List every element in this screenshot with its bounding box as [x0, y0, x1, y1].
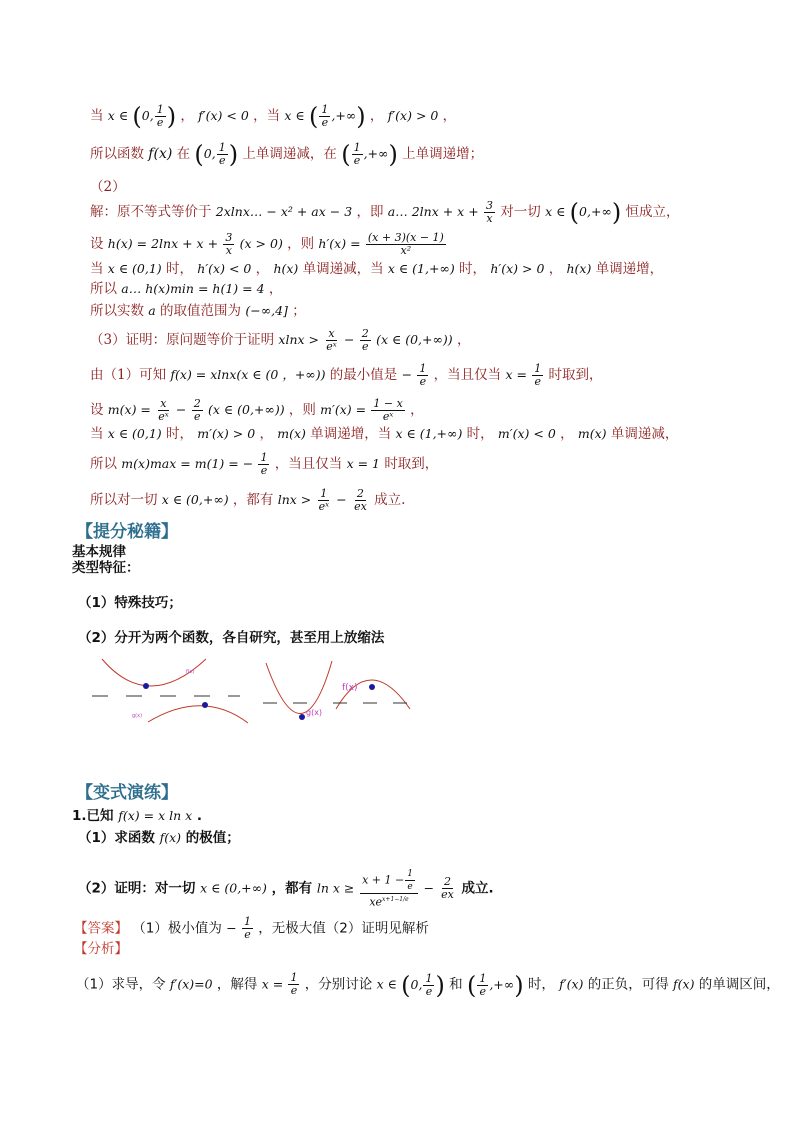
text: ， — [560, 426, 574, 442]
text: 时取到， — [384, 456, 439, 472]
fraction-den: e — [218, 154, 226, 167]
text: （1）极小值为 — [132, 920, 222, 937]
text: 由（1）可知 — [90, 367, 167, 383]
text: 设 — [90, 402, 104, 418]
fraction-den: x — [225, 244, 232, 257]
fraction-den: e — [353, 154, 361, 167]
math: − — [175, 402, 187, 417]
text: 时， — [165, 261, 193, 277]
fraction-den: x — [486, 212, 493, 225]
math: h′(x) = — [318, 236, 361, 251]
math: ,+∞ — [363, 146, 389, 161]
fraction-den: e — [362, 340, 369, 353]
math: xlnx > — [278, 332, 319, 347]
min-point-right — [299, 714, 305, 720]
text: 在 — [176, 146, 191, 162]
text: 上单调递减，在 — [242, 146, 337, 162]
label-fx-small: f(x) — [186, 669, 195, 675]
math: h′(x) < 0 — [197, 261, 252, 276]
math: x ∈ (0,+∞) — [161, 492, 229, 507]
text-line-1: 当 x ∈ (0, $\frac{1}{e}$ ) ， f′(x) < 0 ，当 x ∈ ( $\frac{1}{e}$ ,+∞) ， f′(x) > 0 ， — [90, 102, 457, 131]
text: ， — [410, 402, 424, 418]
subheading-feature: 类型特征： — [72, 560, 140, 576]
fraction-num: 1 — [419, 362, 427, 375]
text: ，则 — [287, 236, 315, 252]
text: ，当且仅当 — [433, 367, 502, 383]
problem-statement — [72, 804, 202, 824]
text: ，分别讨论 — [304, 976, 373, 993]
text: 1.已知 — [72, 808, 114, 824]
text: ， — [268, 281, 283, 297]
math: m(x) — [277, 426, 306, 441]
text: （2）证明：对一切 — [78, 880, 196, 897]
label-fx: f(x) — [342, 683, 358, 693]
math: 0, — [203, 146, 216, 161]
text: 单调递减， — [610, 426, 679, 442]
math: m′(x) < 0 — [497, 426, 556, 441]
text: 的取值范围为 — [160, 303, 242, 319]
subheading-rule: 基本规律 — [72, 544, 126, 560]
list-item-1: （1）特殊技巧； — [78, 595, 182, 611]
text-line-11 — [90, 398, 424, 423]
text: 解：原不等式等价于 — [90, 204, 212, 220]
math: a… 2lnx + x + — [387, 204, 479, 219]
fraction-num: 1 — [260, 451, 268, 464]
math: x ∈ — [545, 204, 566, 219]
text: 的正负，可得 — [587, 976, 669, 993]
text: 当 — [90, 426, 104, 442]
fraction-num: 1 — [218, 141, 226, 154]
fraction-num: 1 — [290, 971, 298, 984]
fraction-den: eˣ — [382, 410, 394, 423]
fraction-den: e — [260, 464, 268, 477]
fraction-num: x — [328, 327, 335, 340]
fraction-den: e — [479, 984, 487, 998]
fraction-den: xe — [369, 895, 383, 909]
fraction-num: 3 — [225, 231, 233, 244]
text: 对一切 — [500, 204, 541, 220]
fraction-den: ex — [354, 500, 367, 513]
text: （1）求函数 — [78, 830, 155, 846]
math: ,+∞ — [331, 108, 357, 123]
math: h(x) — [273, 261, 299, 276]
math: x ∈ (0,+∞) — [200, 880, 267, 896]
fraction-num: 1 — [243, 915, 251, 928]
fraction-num: (x + 3)(x − 1) — [367, 231, 444, 244]
text-line-4: 解：原不等式等价于 2xlnx… − x² + ax − 3 ，即 a… 2lnx + x + $\frac{3}{x}$ 对一切 x ∈ (0,+∞) 恒成立， — [90, 198, 680, 227]
list-item-2: （2）分开为两个函数，各自研究，甚至用上放缩法 — [78, 630, 385, 646]
math: f′(x) > 0 — [387, 108, 439, 123]
fraction-num: 2 — [361, 327, 369, 340]
text: ， — [180, 108, 194, 124]
math: ,+∞ — [489, 976, 515, 992]
text: . — [196, 808, 203, 824]
math: (−∞,4] — [245, 303, 288, 318]
text: ， — [255, 261, 270, 277]
function-graph-figure — [88, 655, 418, 730]
math: − — [401, 367, 413, 382]
text: 所以函数 — [90, 146, 144, 162]
math: x = — [261, 976, 284, 992]
fraction-num: 1 − x — [373, 397, 403, 410]
text: （3）证明：原问题等价于证明 — [90, 332, 275, 348]
math: − — [423, 880, 439, 896]
fraction-num: 1 — [353, 141, 361, 154]
fraction-num: 1 — [425, 971, 433, 985]
math: x ∈ (0,1) — [107, 261, 162, 276]
math: (x ∈ (0,+∞)) — [208, 402, 285, 417]
math: f(x) — [148, 146, 173, 162]
fraction-den: eˣ — [158, 410, 169, 423]
text: 所以 — [90, 281, 117, 297]
math: m′(x) > 0 — [197, 426, 256, 441]
fraction-den: e — [321, 116, 329, 129]
math: 0,+∞ — [579, 204, 612, 219]
text: 所以对一切 — [90, 492, 158, 508]
math: lnx > — [277, 492, 312, 507]
text-line-14 — [90, 488, 405, 513]
math: ln x ≥ — [316, 880, 355, 896]
text-line-8 — [90, 302, 306, 320]
curve-gx-lower — [148, 706, 248, 723]
text-line-10 — [90, 363, 603, 388]
text: 单调递减，当 — [302, 261, 384, 277]
math: h′(x) > 0 — [490, 261, 545, 276]
fraction-den: eˣ — [318, 500, 329, 513]
text-line-2: 所以函数 f(x) 在 (0, $\frac{1}{e}$ ) 上单调递减，在 ( $\frac{1}{e}$ ,+∞) 上单调递增； — [90, 140, 484, 169]
math: x = — [505, 367, 527, 382]
text-line-12 — [90, 425, 678, 443]
text: 上单调递增； — [402, 146, 484, 162]
answer-line — [74, 916, 429, 941]
text: （2） — [90, 179, 126, 195]
text-line-9 — [90, 328, 470, 353]
text: ，解得 — [216, 976, 258, 993]
fraction-num: 1 — [321, 103, 329, 116]
text: 时， — [459, 261, 487, 277]
fraction-num: 2 — [443, 874, 451, 888]
text: 时， — [466, 426, 494, 442]
math: m(x)max = m(1) = − — [121, 456, 254, 471]
label-gx-small: g(x) — [132, 713, 143, 719]
fraction-num: 2 — [193, 397, 201, 410]
problem-part-1 — [78, 826, 240, 846]
analysis-tag: 【分析】 — [74, 941, 128, 957]
text: 成立. — [461, 880, 494, 897]
fraction-num: 1 — [534, 362, 542, 375]
math: h(x) — [566, 261, 592, 276]
text: ，当且仅当 — [274, 456, 343, 472]
text: ， — [456, 332, 471, 348]
math: x ∈ — [376, 976, 397, 992]
text: 的极值； — [185, 830, 240, 846]
fraction-den: x² — [400, 244, 412, 257]
problem-part-2: （2）证明：对一切 x ∈ (0,+∞) ，都有 ln x ≥ x + 1 − $\frac{1}{e}$ $xe^{x+1-1/e}$ − $\frac{2}{ex}$ 成立. — [78, 869, 494, 909]
text: 时， — [527, 976, 555, 993]
math: x ∈ (0,1) — [107, 426, 162, 441]
text: 恒成立， — [625, 204, 680, 220]
math: x ∈ (1,+∞) — [395, 426, 463, 441]
math: x ∈ (1,+∞) — [387, 261, 455, 276]
text: ， — [369, 108, 384, 124]
fraction-num: x + 1 − — [362, 873, 405, 887]
fraction-den: e — [534, 375, 541, 388]
text: 当 — [90, 108, 104, 124]
text: ，则 — [288, 402, 316, 418]
fraction-num: x — [160, 397, 167, 410]
analysis-tag-line — [74, 940, 128, 958]
fraction-den: e — [425, 984, 433, 998]
section-heading-tifen: 【提分秘籍】 — [76, 522, 178, 542]
text: ，即 — [356, 204, 384, 220]
section-heading-bianshi: 【变式演练】 — [76, 783, 178, 803]
min-point — [143, 683, 149, 689]
text: 时取到， — [548, 367, 603, 383]
text-line-7 — [90, 280, 282, 298]
math: a… h(x)min = h(1) = 4 — [121, 281, 265, 296]
text: 单调递增， — [595, 261, 664, 277]
fraction-num: 1 — [320, 487, 328, 500]
analysis-line: （1）求导，令 f′(x)=0 ，解得 x = $\frac{1}{e}$ ，分别讨论 x ∈ (0, $\frac{1}{e}$ ) 和 ( $\frac{1}{e}$ ,+∞) 时， f′(x) 的正负，可得 f(x) 的单调区间， — [76, 971, 780, 999]
math: 0, — [141, 108, 154, 123]
text-line-6 — [90, 260, 663, 278]
text: 当 — [90, 261, 104, 277]
text: ， — [442, 108, 457, 124]
text: 时， — [165, 426, 193, 442]
fraction-den: ex — [441, 887, 454, 901]
fraction-den: e — [244, 928, 251, 941]
math: f(x) — [159, 830, 182, 845]
label-gx: g(x) — [306, 708, 323, 717]
text: 所以实数 — [90, 303, 144, 319]
text: 成立. — [374, 492, 406, 508]
math: m(x) = — [107, 402, 151, 417]
exponent: x+1−1/e — [382, 896, 409, 903]
fraction-den: e — [419, 375, 427, 388]
fraction-num: 3 — [485, 199, 493, 212]
fraction-num: 1 — [156, 103, 164, 116]
math: x ∈ — [107, 108, 129, 123]
fraction-den: e — [193, 410, 201, 423]
text: 的最小值是 — [329, 367, 398, 383]
text-line-13 — [90, 452, 438, 477]
answer-tag: 【答案】 — [74, 920, 128, 937]
math: − — [344, 332, 355, 347]
text: ，都有 — [232, 492, 274, 508]
fraction-den: e — [156, 116, 164, 129]
max-point-right — [369, 684, 375, 690]
fraction-den: eˣ — [326, 340, 337, 353]
math: h(x) = 2lnx + x + — [107, 236, 219, 251]
fraction-num: 1 — [479, 971, 487, 985]
curve-gx-parabola — [266, 661, 332, 714]
math: f(x) — [673, 976, 695, 992]
math: f′(x) — [559, 976, 584, 992]
text-line-3 — [90, 178, 126, 196]
max-point — [202, 702, 208, 708]
math: x ∈ — [284, 108, 305, 123]
text: ，无极大值（2）证明见解析 — [258, 920, 429, 937]
fraction-num: 2 — [356, 487, 364, 500]
text: 设 — [90, 236, 104, 252]
text: ， — [548, 261, 563, 277]
math: m(x) — [577, 426, 607, 441]
math: − — [336, 492, 347, 507]
math: − — [226, 920, 237, 936]
text: ，都有 — [271, 880, 313, 897]
math: m′(x) = — [320, 402, 367, 417]
math: (x > 0) — [239, 236, 283, 251]
text: 的单调区间， — [698, 976, 780, 993]
math: x = 1 — [346, 456, 381, 471]
math: 0, — [410, 976, 423, 992]
math: f′(x)=0 — [169, 976, 213, 992]
text: 所以 — [90, 456, 117, 472]
text: 和 — [449, 976, 463, 993]
text: 单调递增，当 — [310, 426, 392, 442]
math: (x ∈ (0,+∞)) — [376, 332, 453, 347]
text: ； — [292, 303, 306, 319]
math: f(x) = xlnx(x ∈ (0 ，+∞)) — [170, 367, 326, 382]
text: （1）求导，令 — [76, 976, 166, 993]
text: ，当 — [253, 108, 281, 124]
math: f′(x) < 0 — [198, 108, 249, 123]
math: a — [148, 303, 156, 318]
math: f(x) = x ln x — [118, 808, 193, 823]
fraction-den: e — [290, 984, 298, 997]
text-line-5 — [90, 232, 447, 257]
math: 2xlnx… − x² + ax − 3 — [215, 204, 353, 219]
text: ， — [259, 426, 273, 442]
